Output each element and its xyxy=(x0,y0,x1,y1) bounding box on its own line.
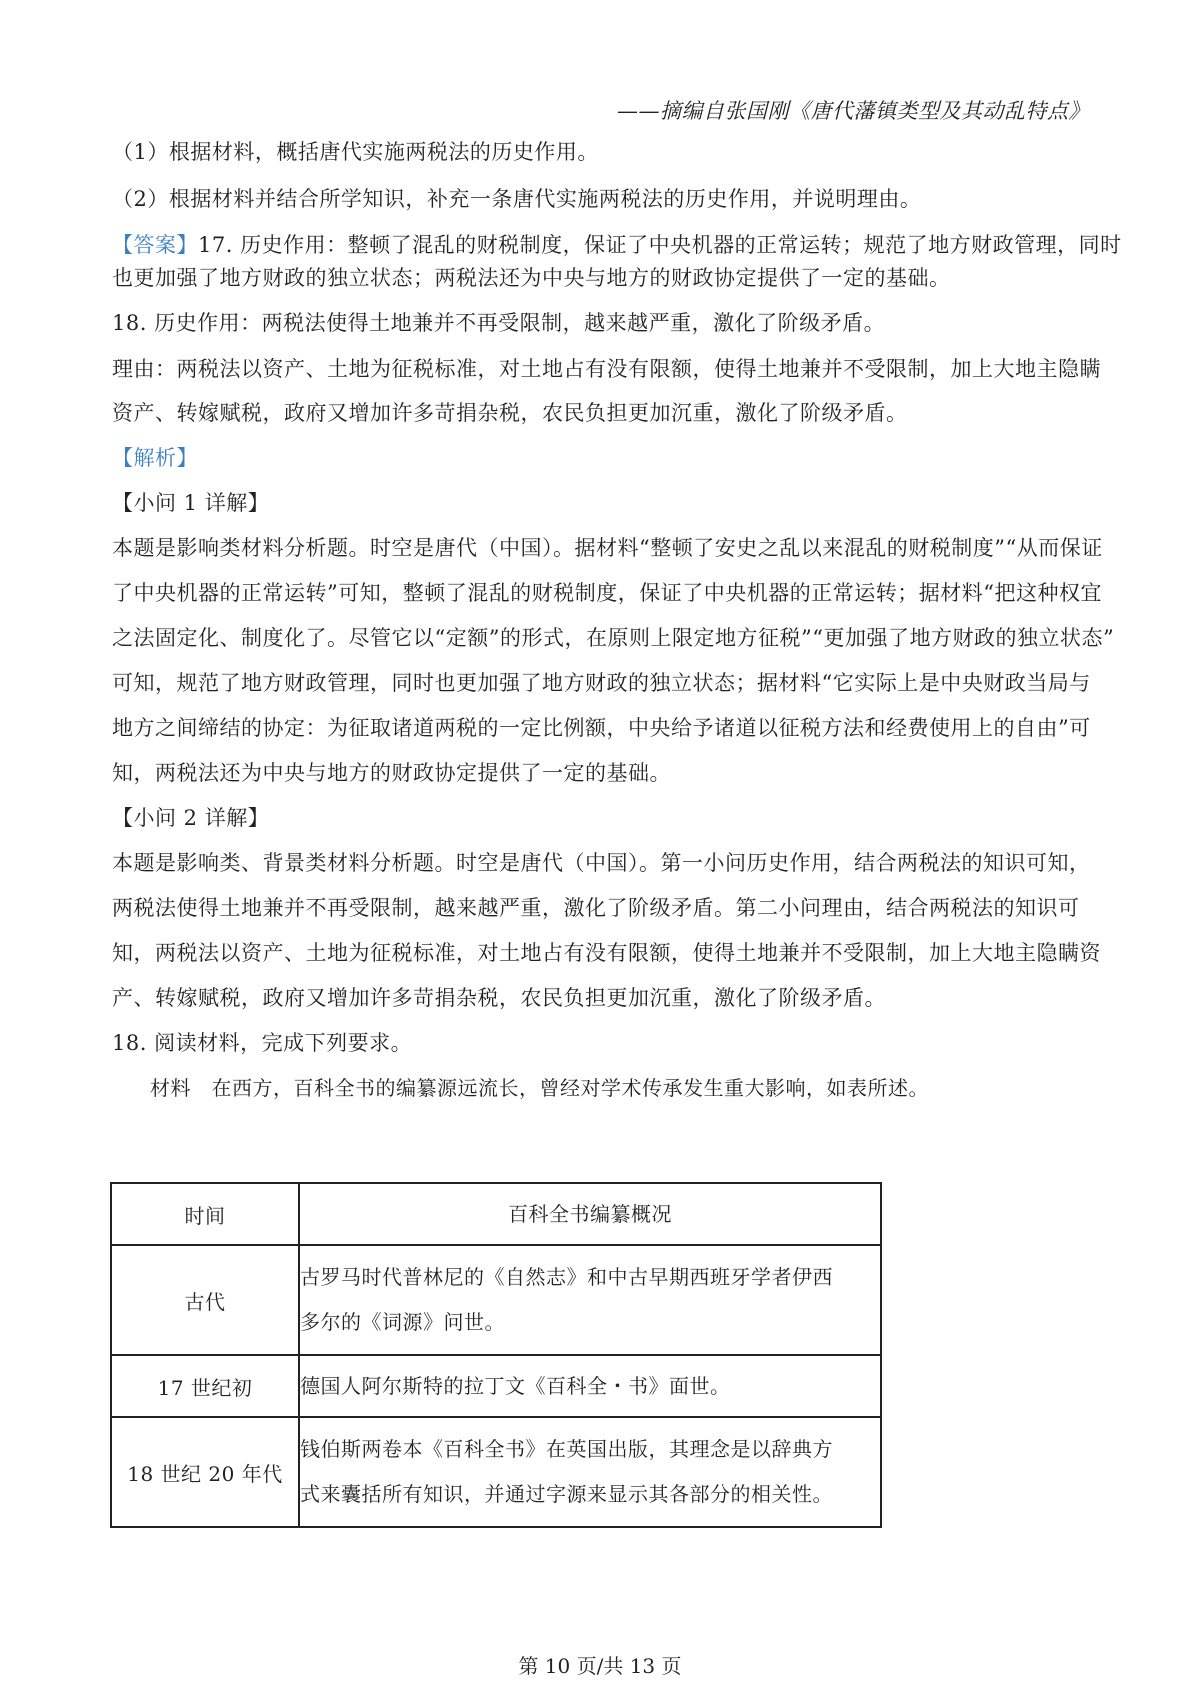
table-cell-overview xyxy=(299,1417,881,1527)
table-row xyxy=(111,1417,881,1527)
q2-line: 产、转嫁赋税，政府又增加许多苛捐杂税，农民负担更加沉重，激化了阶级矛盾。 xyxy=(112,986,886,1010)
answer-text: 17. 历史作用：整顿了混乱的财税制度，保证了中央机器的正常运转；规范了地方财政管理，同时 xyxy=(198,233,1122,257)
q1-line: 了中央机器的正常运转”可知，整顿了混乱的财税制度，保证了中央机器的正常运转；据材料“把这种权宜 xyxy=(112,581,1102,605)
q2-line: 知，两税法以资产、土地为征税标准，对土地占有没有限额，使得土地兼并不受限制，加上大地主隐瞒资 xyxy=(112,941,1101,965)
table-cell-time: 17 世纪初 xyxy=(111,1355,299,1417)
source-citation: ——摘编自张国刚《唐代藩镇类型及其动乱特点》 xyxy=(617,99,1090,123)
table-cell-overview xyxy=(299,1245,881,1355)
answer-line-2: 也更加强了地方财政的独立状态；两税法还为中央与地方的财政协定提供了一定的基础。 xyxy=(112,266,951,290)
overview-line: 式来囊括所有知识，并通过字源来显示其各部分的相关性。 xyxy=(300,1482,833,1506)
overview-line: 钱伯斯两卷本《百科全书》在英国出版，其理念是以辞典方 xyxy=(300,1437,833,1461)
q1-line: 之法固定化、制度化了。尽管它以“定额”的形式，在原则上限定地方征税”“更加强了地方财政的独立状态” xyxy=(112,626,1115,650)
overview-line: 多尔的《词源》问世。 xyxy=(300,1310,505,1334)
table-cell-time: 18 世纪 20 年代 xyxy=(111,1417,299,1527)
table-header-overview: 百科全书编纂概况 xyxy=(299,1183,881,1245)
analysis-tag: 【解析】 xyxy=(112,446,198,470)
table-cell-time: 古代 xyxy=(111,1245,299,1355)
q18-material: 材料 在西方，百科全书的编纂源远流长，曾经对学术传承发生重大影响，如表所述。 xyxy=(150,1076,929,1100)
table-row xyxy=(111,1245,881,1355)
q2-line: 本题是影响类、背景类材料分析题。时空是唐代（中国）。第一小问历史作用，结合两税法的知识可知， xyxy=(112,851,1091,875)
q1-line: 本题是影响类材料分析题。时空是唐代（中国）。据材料“整顿了安史之乱以来混乱的财税制度”“从而保证 xyxy=(112,536,1103,560)
q1-line: 可知，规范了地方财政管理，同时也更加强了地方财政的独立状态；据材料“它实际上是中央财政当局与 xyxy=(112,671,1091,695)
q1-line: 地方之间缔结的协定：为征取诸道两税的一定比例额，中央给予诸道以征税方法和经费使用上的自由”可 xyxy=(112,716,1091,740)
q1-heading: 【小问 1 详解】 xyxy=(112,491,270,515)
q1-line: 知，两税法还为中央与地方的财政协定提供了一定的基础。 xyxy=(112,761,671,785)
answer-line-5: 资产、转嫁赋税，政府又增加许多苛捐杂税，农民负担更加沉重，激化了阶级矛盾。 xyxy=(112,401,908,425)
answer-line-3: 18. 历史作用：两税法使得土地兼并不再受限制，越来越严重，激化了阶级矛盾。 xyxy=(112,311,886,335)
encyclopedia-table xyxy=(110,1182,882,1528)
q2-heading: 【小问 2 详解】 xyxy=(112,806,270,830)
overview-line: 古罗马时代普林尼的《自然志》和中古早期西班牙学者伊西 xyxy=(300,1265,833,1289)
page-footer: 第 10 页/共 13 页 xyxy=(518,1654,682,1678)
answer-line-1 xyxy=(112,230,1122,260)
table-row xyxy=(111,1355,881,1417)
answer-line-4: 理由：两税法以资产、土地为征税标准，对土地占有没有限额，使得土地兼并不受限制，加上大地主隐瞒 xyxy=(112,357,1101,381)
table-header-row xyxy=(111,1183,881,1245)
answer-tag: 【答案】 xyxy=(112,233,198,257)
table-cell-overview xyxy=(299,1355,881,1417)
table-header-time: 时间 xyxy=(111,1183,299,1245)
question-1: （1）根据材料，概括唐代实施两税法的历史作用。 xyxy=(112,140,599,164)
q2-line: 两税法使得土地兼并不再受限制，越来越严重，激化了阶级矛盾。第二小问理由，结合两税法的知识可 xyxy=(112,896,1080,920)
overview-line: 德国人阿尔斯特的拉丁文《百科全・书》面世。 xyxy=(300,1373,731,1398)
question-2: （2）根据材料并结合所学知识，补充一条唐代实施两税法的历史作用，并说明理由。 xyxy=(112,187,922,211)
q18-title: 18. 阅读材料，完成下列要求。 xyxy=(112,1031,413,1055)
